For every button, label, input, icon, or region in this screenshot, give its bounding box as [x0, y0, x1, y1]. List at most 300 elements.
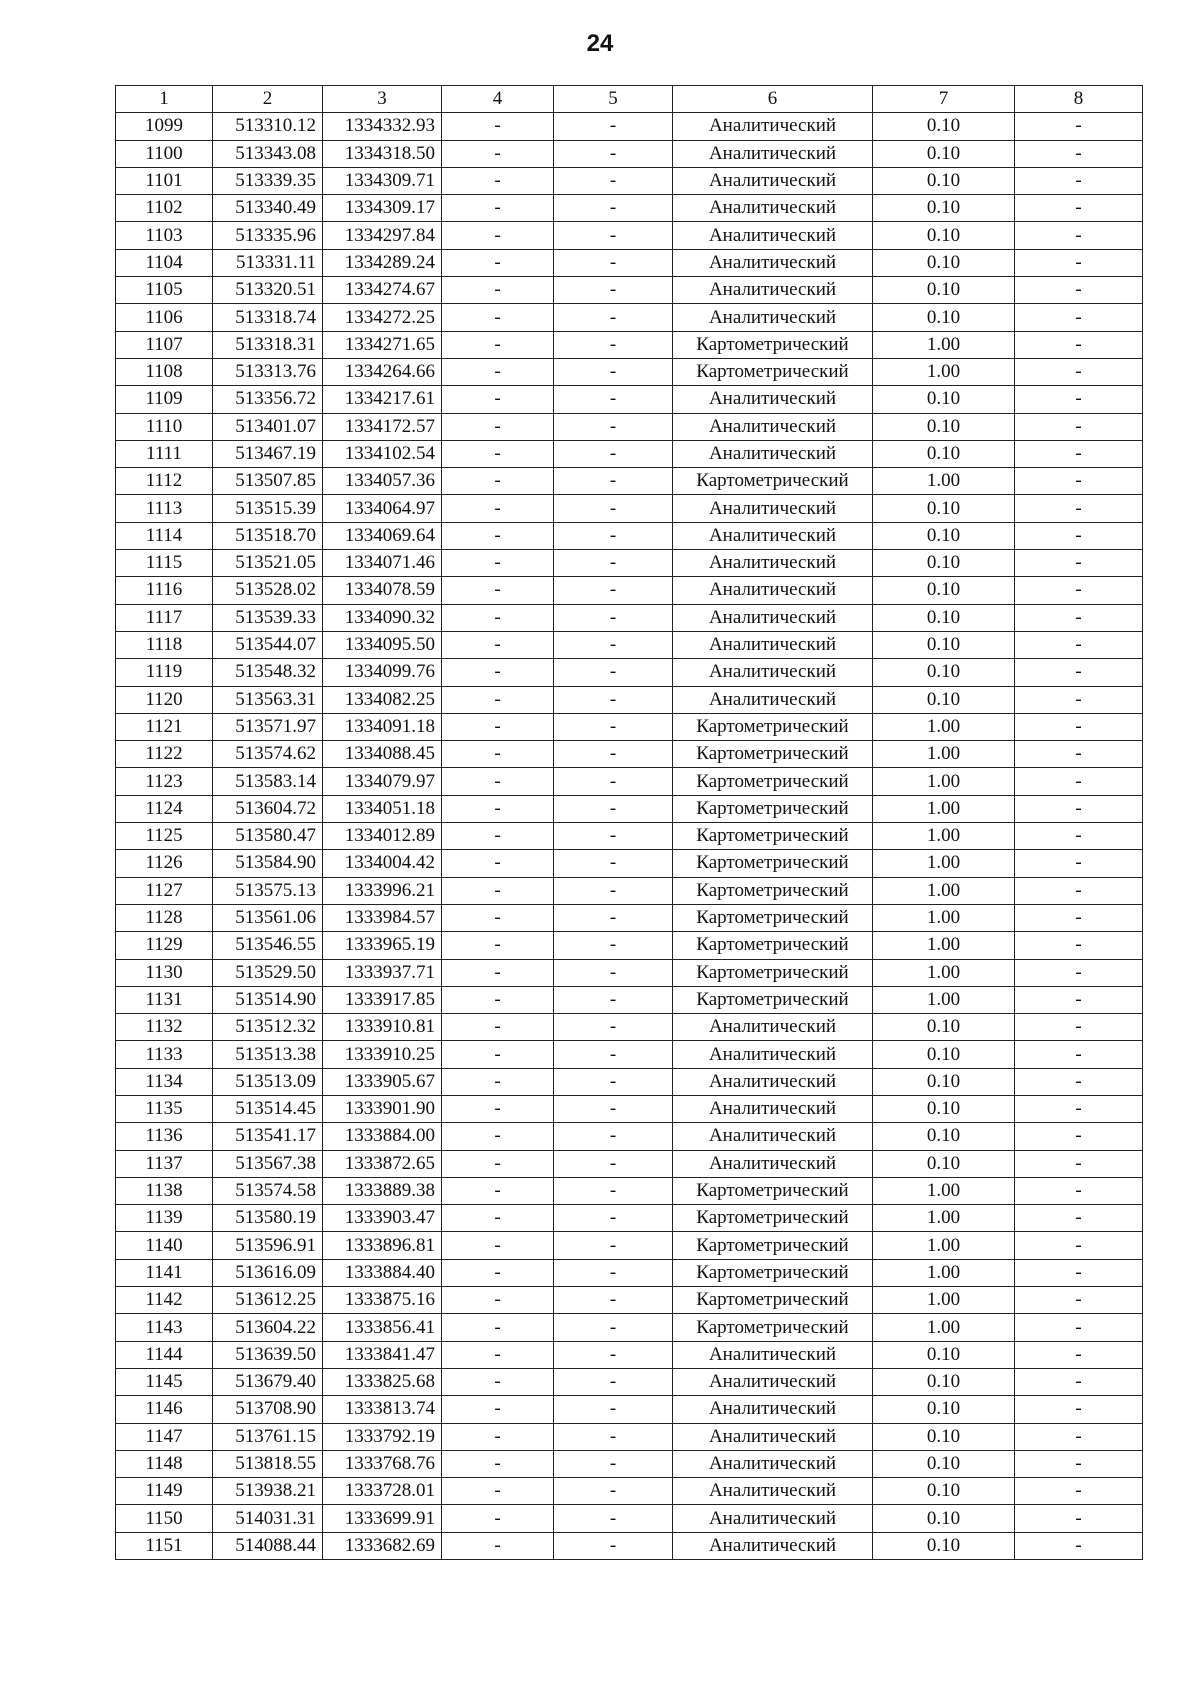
column-4-cell: - — [442, 1068, 554, 1095]
accuracy-cell: 1.00 — [873, 468, 1015, 495]
method-cell: Аналитический — [673, 140, 873, 167]
accuracy-cell: 1.00 — [873, 877, 1015, 904]
column-4-cell: - — [442, 1205, 554, 1232]
x-coordinate-cell: 513313.76 — [213, 358, 323, 385]
table-row — [116, 986, 1143, 1013]
table-row — [116, 631, 1143, 658]
column-5-cell: - — [554, 195, 673, 222]
accuracy-cell: 0.10 — [873, 1478, 1015, 1505]
y-coordinate-cell: 1334274.67 — [323, 277, 442, 304]
column-4-cell: - — [442, 167, 554, 194]
x-coordinate-cell: 513310.12 — [213, 113, 323, 140]
y-coordinate-cell: 1334332.93 — [323, 113, 442, 140]
point-number-cell: 1120 — [116, 686, 213, 713]
column-8-cell: - — [1015, 1177, 1143, 1204]
x-coordinate-cell: 513561.06 — [213, 904, 323, 931]
column-8-cell: - — [1015, 713, 1143, 740]
column-4-cell: - — [442, 522, 554, 549]
point-number-cell: 1150 — [116, 1505, 213, 1532]
accuracy-cell: 0.10 — [873, 631, 1015, 658]
x-coordinate-cell: 513515.39 — [213, 495, 323, 522]
method-cell: Картометрический — [673, 986, 873, 1013]
table-row — [116, 1123, 1143, 1150]
column-header: 4 — [442, 86, 554, 113]
column-4-cell: - — [442, 468, 554, 495]
x-coordinate-cell: 513574.58 — [213, 1177, 323, 1204]
x-coordinate-cell: 513467.19 — [213, 440, 323, 467]
accuracy-cell: 1.00 — [873, 713, 1015, 740]
column-8-cell: - — [1015, 495, 1143, 522]
method-cell: Аналитический — [673, 659, 873, 686]
column-4-cell: - — [442, 741, 554, 768]
column-4-cell: - — [442, 331, 554, 358]
column-4-cell: - — [442, 495, 554, 522]
column-header: 3 — [323, 86, 442, 113]
method-cell: Аналитический — [673, 277, 873, 304]
column-8-cell: - — [1015, 1068, 1143, 1095]
column-4-cell: - — [442, 1423, 554, 1450]
y-coordinate-cell: 1333905.67 — [323, 1068, 442, 1095]
accuracy-cell: 1.00 — [873, 1287, 1015, 1314]
column-5-cell: - — [554, 1314, 673, 1341]
point-number-cell: 1109 — [116, 386, 213, 413]
column-5-cell: - — [554, 850, 673, 877]
y-coordinate-cell: 1334297.84 — [323, 222, 442, 249]
column-4-cell: - — [442, 713, 554, 740]
table-row — [116, 959, 1143, 986]
y-coordinate-cell: 1333875.16 — [323, 1287, 442, 1314]
point-number-cell: 1125 — [116, 823, 213, 850]
accuracy-cell: 0.10 — [873, 1068, 1015, 1095]
method-cell: Картометрический — [673, 959, 873, 986]
x-coordinate-cell: 513818.55 — [213, 1450, 323, 1477]
column-5-cell: - — [554, 1095, 673, 1122]
column-4-cell: - — [442, 140, 554, 167]
column-5-cell: - — [554, 577, 673, 604]
point-number-cell: 1105 — [116, 277, 213, 304]
table-row — [116, 167, 1143, 194]
method-cell: Аналитический — [673, 1478, 873, 1505]
accuracy-cell: 0.10 — [873, 1150, 1015, 1177]
column-4-cell: - — [442, 1505, 554, 1532]
table-row — [116, 1450, 1143, 1477]
column-5-cell: - — [554, 1396, 673, 1423]
method-cell: Картометрический — [673, 1287, 873, 1314]
accuracy-cell: 1.00 — [873, 795, 1015, 822]
point-number-cell: 1135 — [116, 1095, 213, 1122]
x-coordinate-cell: 513596.91 — [213, 1232, 323, 1259]
method-cell: Аналитический — [673, 440, 873, 467]
column-8-cell: - — [1015, 959, 1143, 986]
column-header: 2 — [213, 86, 323, 113]
y-coordinate-cell: 1333884.00 — [323, 1123, 442, 1150]
x-coordinate-cell: 513356.72 — [213, 386, 323, 413]
column-5-cell: - — [554, 413, 673, 440]
column-5-cell: - — [554, 1505, 673, 1532]
column-5-cell: - — [554, 386, 673, 413]
point-number-cell: 1113 — [116, 495, 213, 522]
method-cell: Аналитический — [673, 222, 873, 249]
column-8-cell: - — [1015, 1259, 1143, 1286]
accuracy-cell: 1.00 — [873, 741, 1015, 768]
point-number-cell: 1145 — [116, 1368, 213, 1395]
x-coordinate-cell: 513514.90 — [213, 986, 323, 1013]
column-8-cell: - — [1015, 850, 1143, 877]
accuracy-cell: 1.00 — [873, 1205, 1015, 1232]
accuracy-cell: 0.10 — [873, 550, 1015, 577]
column-5-cell: - — [554, 1450, 673, 1477]
column-8-cell: - — [1015, 358, 1143, 385]
accuracy-cell: 0.10 — [873, 413, 1015, 440]
point-number-cell: 1142 — [116, 1287, 213, 1314]
y-coordinate-cell: 1333825.68 — [323, 1368, 442, 1395]
accuracy-cell: 0.10 — [873, 1123, 1015, 1150]
column-5-cell: - — [554, 440, 673, 467]
table-row — [116, 1041, 1143, 1068]
column-4-cell: - — [442, 1287, 554, 1314]
column-header: 5 — [554, 86, 673, 113]
accuracy-cell: 0.10 — [873, 1341, 1015, 1368]
x-coordinate-cell: 513604.72 — [213, 795, 323, 822]
x-coordinate-cell: 513318.74 — [213, 304, 323, 331]
method-cell: Аналитический — [673, 550, 873, 577]
accuracy-cell: 0.10 — [873, 1423, 1015, 1450]
point-number-cell: 1123 — [116, 768, 213, 795]
method-cell: Картометрический — [673, 904, 873, 931]
table-row — [116, 823, 1143, 850]
column-8-cell: - — [1015, 823, 1143, 850]
y-coordinate-cell: 1334099.76 — [323, 659, 442, 686]
column-8-cell: - — [1015, 413, 1143, 440]
column-5-cell: - — [554, 331, 673, 358]
method-cell: Аналитический — [673, 495, 873, 522]
method-cell: Картометрический — [673, 850, 873, 877]
column-4-cell: - — [442, 604, 554, 631]
table-header-row — [116, 86, 1143, 113]
column-4-cell: - — [442, 1450, 554, 1477]
point-number-cell: 1108 — [116, 358, 213, 385]
x-coordinate-cell: 513541.17 — [213, 1123, 323, 1150]
column-5-cell: - — [554, 932, 673, 959]
x-coordinate-cell: 513521.05 — [213, 550, 323, 577]
point-number-cell: 1147 — [116, 1423, 213, 1450]
y-coordinate-cell: 1334091.18 — [323, 713, 442, 740]
column-5-cell: - — [554, 522, 673, 549]
column-4-cell: - — [442, 686, 554, 713]
table-row — [116, 1532, 1143, 1559]
method-cell: Аналитический — [673, 413, 873, 440]
column-8-cell: - — [1015, 331, 1143, 358]
method-cell: Аналитический — [673, 1450, 873, 1477]
x-coordinate-cell: 513583.14 — [213, 768, 323, 795]
point-number-cell: 1115 — [116, 550, 213, 577]
point-number-cell: 1148 — [116, 1450, 213, 1477]
column-8-cell: - — [1015, 1505, 1143, 1532]
accuracy-cell: 0.10 — [873, 1014, 1015, 1041]
method-cell: Картометрический — [673, 468, 873, 495]
y-coordinate-cell: 1334082.25 — [323, 686, 442, 713]
column-4-cell: - — [442, 1095, 554, 1122]
x-coordinate-cell: 513513.38 — [213, 1041, 323, 1068]
point-number-cell: 1106 — [116, 304, 213, 331]
table-row — [116, 1423, 1143, 1450]
table-row — [116, 741, 1143, 768]
table-row — [116, 249, 1143, 276]
accuracy-cell: 1.00 — [873, 1314, 1015, 1341]
point-number-cell: 1119 — [116, 659, 213, 686]
accuracy-cell: 0.10 — [873, 113, 1015, 140]
column-4-cell: - — [442, 659, 554, 686]
column-header: 1 — [116, 86, 213, 113]
column-4-cell: - — [442, 113, 554, 140]
table-row — [116, 1095, 1143, 1122]
column-4-cell: - — [442, 1232, 554, 1259]
method-cell: Аналитический — [673, 1150, 873, 1177]
column-5-cell: - — [554, 468, 673, 495]
column-4-cell: - — [442, 1150, 554, 1177]
table-row — [116, 522, 1143, 549]
column-5-cell: - — [554, 167, 673, 194]
column-5-cell: - — [554, 877, 673, 904]
column-5-cell: - — [554, 1341, 673, 1368]
column-4-cell: - — [442, 577, 554, 604]
accuracy-cell: 1.00 — [873, 904, 1015, 931]
coordinates-table — [115, 85, 1143, 1560]
column-4-cell: - — [442, 1396, 554, 1423]
accuracy-cell: 0.10 — [873, 167, 1015, 194]
method-cell: Картометрический — [673, 741, 873, 768]
x-coordinate-cell: 513539.33 — [213, 604, 323, 631]
accuracy-cell: 0.10 — [873, 522, 1015, 549]
column-8-cell: - — [1015, 904, 1143, 931]
x-coordinate-cell: 513580.19 — [213, 1205, 323, 1232]
column-5-cell: - — [554, 604, 673, 631]
column-5-cell: - — [554, 741, 673, 768]
method-cell: Аналитический — [673, 522, 873, 549]
point-number-cell: 1126 — [116, 850, 213, 877]
y-coordinate-cell: 1334071.46 — [323, 550, 442, 577]
column-8-cell: - — [1015, 932, 1143, 959]
column-4-cell: - — [442, 1341, 554, 1368]
method-cell: Аналитический — [673, 1041, 873, 1068]
x-coordinate-cell: 513513.09 — [213, 1068, 323, 1095]
point-number-cell: 1112 — [116, 468, 213, 495]
accuracy-cell: 0.10 — [873, 222, 1015, 249]
table-row — [116, 550, 1143, 577]
x-coordinate-cell: 513340.49 — [213, 195, 323, 222]
point-number-cell: 1124 — [116, 795, 213, 822]
column-8-cell: - — [1015, 386, 1143, 413]
method-cell: Аналитический — [673, 1095, 873, 1122]
accuracy-cell: 1.00 — [873, 768, 1015, 795]
point-number-cell: 1136 — [116, 1123, 213, 1150]
column-4-cell: - — [442, 1478, 554, 1505]
y-coordinate-cell: 1334309.17 — [323, 195, 442, 222]
x-coordinate-cell: 513563.31 — [213, 686, 323, 713]
method-cell: Аналитический — [673, 1341, 873, 1368]
column-5-cell: - — [554, 768, 673, 795]
point-number-cell: 1121 — [116, 713, 213, 740]
column-5-cell: - — [554, 1478, 673, 1505]
column-8-cell: - — [1015, 277, 1143, 304]
y-coordinate-cell: 1333699.91 — [323, 1505, 442, 1532]
column-5-cell: - — [554, 358, 673, 385]
point-number-cell: 1102 — [116, 195, 213, 222]
column-4-cell: - — [442, 850, 554, 877]
table-row — [116, 222, 1143, 249]
table-row — [116, 877, 1143, 904]
column-8-cell: - — [1015, 659, 1143, 686]
x-coordinate-cell: 513938.21 — [213, 1478, 323, 1505]
x-coordinate-cell: 513761.15 — [213, 1423, 323, 1450]
table-row — [116, 1287, 1143, 1314]
point-number-cell: 1101 — [116, 167, 213, 194]
column-5-cell: - — [554, 1150, 673, 1177]
column-8-cell: - — [1015, 1232, 1143, 1259]
method-cell: Картометрический — [673, 932, 873, 959]
point-number-cell: 1117 — [116, 604, 213, 631]
method-cell: Картометрический — [673, 795, 873, 822]
point-number-cell: 1146 — [116, 1396, 213, 1423]
x-coordinate-cell: 513708.90 — [213, 1396, 323, 1423]
y-coordinate-cell: 1334069.64 — [323, 522, 442, 549]
accuracy-cell: 1.00 — [873, 1259, 1015, 1286]
table-row — [116, 795, 1143, 822]
point-number-cell: 1144 — [116, 1341, 213, 1368]
y-coordinate-cell: 1333792.19 — [323, 1423, 442, 1450]
table-row — [116, 468, 1143, 495]
column-4-cell: - — [442, 631, 554, 658]
point-number-cell: 1133 — [116, 1041, 213, 1068]
method-cell: Аналитический — [673, 1396, 873, 1423]
y-coordinate-cell: 1334289.24 — [323, 249, 442, 276]
accuracy-cell: 1.00 — [873, 850, 1015, 877]
column-8-cell: - — [1015, 1314, 1143, 1341]
x-coordinate-cell: 513518.70 — [213, 522, 323, 549]
table-row — [116, 386, 1143, 413]
column-5-cell: - — [554, 113, 673, 140]
column-5-cell: - — [554, 904, 673, 931]
accuracy-cell: 0.10 — [873, 195, 1015, 222]
y-coordinate-cell: 1334271.65 — [323, 331, 442, 358]
column-4-cell: - — [442, 1014, 554, 1041]
y-coordinate-cell: 1334272.25 — [323, 304, 442, 331]
method-cell: Картометрический — [673, 1259, 873, 1286]
y-coordinate-cell: 1333884.40 — [323, 1259, 442, 1286]
column-5-cell: - — [554, 249, 673, 276]
x-coordinate-cell: 513580.47 — [213, 823, 323, 850]
column-header: 6 — [673, 86, 873, 113]
method-cell: Аналитический — [673, 1068, 873, 1095]
column-5-cell: - — [554, 1232, 673, 1259]
column-8-cell: - — [1015, 986, 1143, 1013]
method-cell: Картометрический — [673, 358, 873, 385]
column-5-cell: - — [554, 222, 673, 249]
y-coordinate-cell: 1334102.54 — [323, 440, 442, 467]
column-8-cell: - — [1015, 631, 1143, 658]
x-coordinate-cell: 513529.50 — [213, 959, 323, 986]
y-coordinate-cell: 1333984.57 — [323, 904, 442, 931]
column-8-cell: - — [1015, 768, 1143, 795]
x-coordinate-cell: 513544.07 — [213, 631, 323, 658]
column-8-cell: - — [1015, 140, 1143, 167]
column-8-cell: - — [1015, 113, 1143, 140]
column-5-cell: - — [554, 495, 673, 522]
method-cell: Аналитический — [673, 113, 873, 140]
method-cell: Картометрический — [673, 713, 873, 740]
table-row — [116, 1232, 1143, 1259]
y-coordinate-cell: 1333768.76 — [323, 1450, 442, 1477]
column-8-cell: - — [1015, 1423, 1143, 1450]
page-number: 24 — [586, 30, 614, 57]
x-coordinate-cell: 513546.55 — [213, 932, 323, 959]
column-5-cell: - — [554, 1041, 673, 1068]
x-coordinate-cell: 513339.35 — [213, 167, 323, 194]
x-coordinate-cell: 513548.32 — [213, 659, 323, 686]
column-8-cell: - — [1015, 167, 1143, 194]
accuracy-cell: 1.00 — [873, 932, 1015, 959]
method-cell: Аналитический — [673, 1014, 873, 1041]
accuracy-cell: 1.00 — [873, 358, 1015, 385]
point-number-cell: 1129 — [116, 932, 213, 959]
table-row — [116, 331, 1143, 358]
table-row — [116, 1368, 1143, 1395]
x-coordinate-cell: 513507.85 — [213, 468, 323, 495]
accuracy-cell: 1.00 — [873, 986, 1015, 1013]
method-cell: Аналитический — [673, 686, 873, 713]
y-coordinate-cell: 1334090.32 — [323, 604, 442, 631]
column-5-cell: - — [554, 986, 673, 1013]
column-5-cell: - — [554, 277, 673, 304]
y-coordinate-cell: 1334064.97 — [323, 495, 442, 522]
column-8-cell: - — [1015, 1368, 1143, 1395]
column-4-cell: - — [442, 1532, 554, 1559]
column-4-cell: - — [442, 1259, 554, 1286]
column-4-cell: - — [442, 795, 554, 822]
column-4-cell: - — [442, 195, 554, 222]
y-coordinate-cell: 1334057.36 — [323, 468, 442, 495]
point-number-cell: 1138 — [116, 1177, 213, 1204]
y-coordinate-cell: 1333813.74 — [323, 1396, 442, 1423]
column-5-cell: - — [554, 1287, 673, 1314]
table-row — [116, 1068, 1143, 1095]
accuracy-cell: 1.00 — [873, 1177, 1015, 1204]
method-cell: Аналитический — [673, 631, 873, 658]
column-4-cell: - — [442, 440, 554, 467]
table-row — [116, 932, 1143, 959]
column-4-cell: - — [442, 413, 554, 440]
column-8-cell: - — [1015, 222, 1143, 249]
x-coordinate-cell: 513584.90 — [213, 850, 323, 877]
point-number-cell: 1104 — [116, 249, 213, 276]
column-5-cell: - — [554, 959, 673, 986]
table-row — [116, 1205, 1143, 1232]
point-number-cell: 1111 — [116, 440, 213, 467]
point-number-cell: 1103 — [116, 222, 213, 249]
column-8-cell: - — [1015, 877, 1143, 904]
accuracy-cell: 0.10 — [873, 249, 1015, 276]
table-row — [116, 1505, 1143, 1532]
column-4-cell: - — [442, 358, 554, 385]
column-5-cell: - — [554, 1205, 673, 1232]
accuracy-cell: 0.10 — [873, 1532, 1015, 1559]
column-8-cell: - — [1015, 440, 1143, 467]
column-8-cell: - — [1015, 468, 1143, 495]
accuracy-cell: 0.10 — [873, 277, 1015, 304]
point-number-cell: 1151 — [116, 1532, 213, 1559]
method-cell: Аналитический — [673, 167, 873, 194]
accuracy-cell: 0.10 — [873, 604, 1015, 631]
